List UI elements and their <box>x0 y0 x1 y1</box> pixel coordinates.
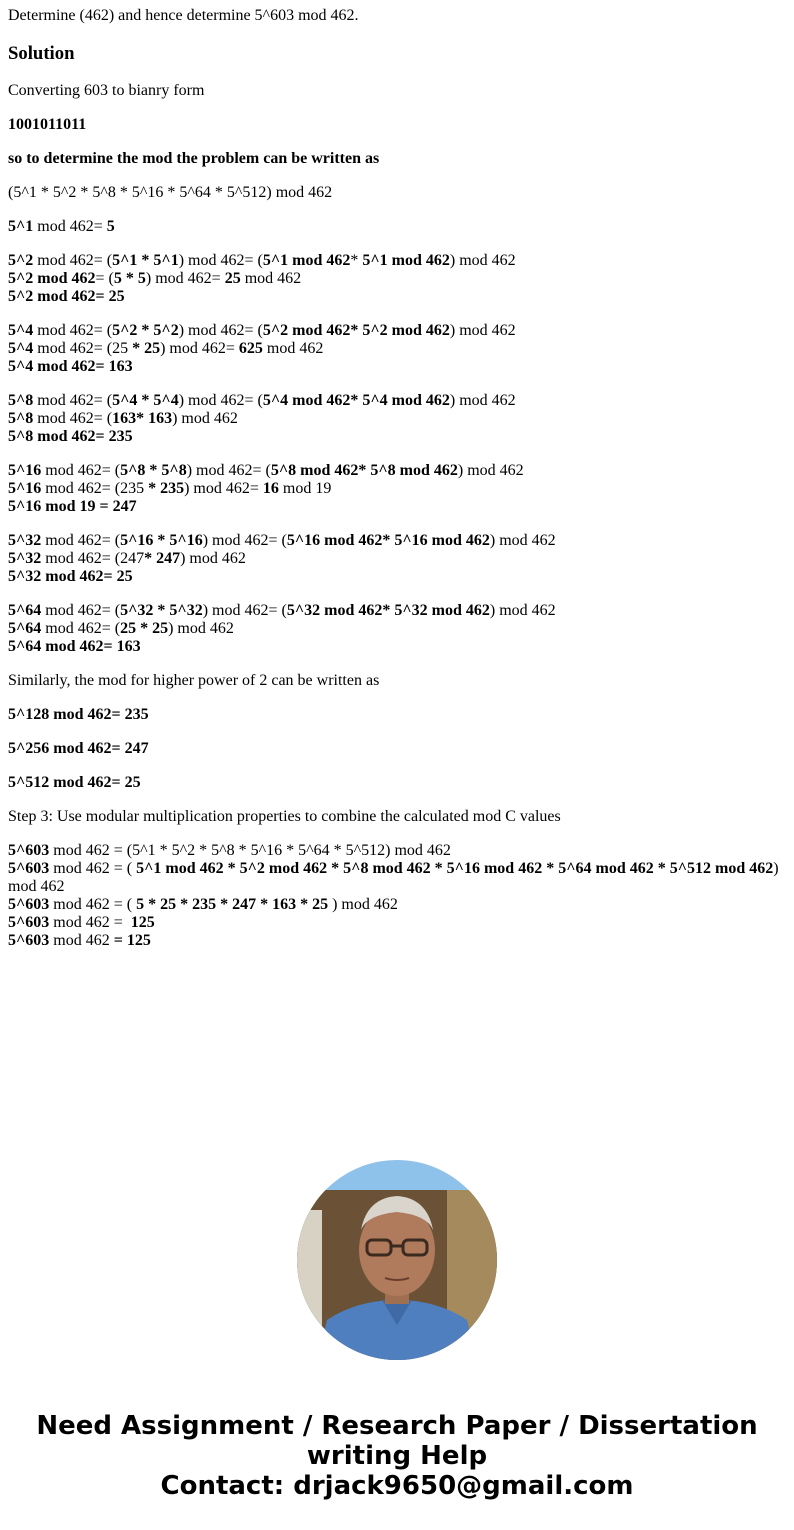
term: 5^32 <box>8 550 42 567</box>
term: 25 <box>224 270 241 287</box>
question-text: Determine (462) and hence determine 5^603 mod 462. <box>8 7 359 24</box>
block-5-32-line1 <box>8 532 556 549</box>
similarly-text: Similarly, the mod for higher power of 2 can be written as <box>8 672 380 689</box>
term: 5^8 mod 462* 5^8 mod 462 <box>270 462 458 479</box>
term: 5^16 <box>8 462 42 479</box>
final-line4 <box>8 914 155 931</box>
text: mod 462 <box>49 932 114 949</box>
power-512-text: 5^512 mod 462= 25 <box>8 774 141 791</box>
term: 5^603 <box>8 914 50 931</box>
problem-statement-text: so to determine the mod the problem can be written as <box>8 150 380 167</box>
step3-text: Step 3: Use modular multiplication properties to combine the calculated mod C values <box>8 808 561 825</box>
term: 5^2 mod 462 <box>8 270 96 287</box>
step-5-1-term: 5^1 <box>8 218 34 235</box>
text: ) mod 462= ( <box>202 532 287 549</box>
term: 5^603 <box>8 896 50 913</box>
text: ) mod 462= ( <box>202 602 287 619</box>
text: ) mod 462 <box>172 410 238 427</box>
text: ) mod 462= <box>160 340 239 357</box>
binary-form <box>8 116 786 134</box>
text: = ( <box>95 270 114 287</box>
term: 5^8 * 5^8 <box>120 462 187 479</box>
power-512 <box>8 774 786 792</box>
text: ) mod 462= ( <box>178 252 263 269</box>
term: 5 * 5 <box>113 270 146 287</box>
solution-heading: Solution <box>8 43 75 64</box>
block-5-2 <box>8 252 786 306</box>
text: mod 462 <box>262 340 324 357</box>
text: mod 462= ( <box>33 322 113 339</box>
term: 5^8 <box>8 392 34 409</box>
final-line5 <box>8 932 151 949</box>
text: ) mod 462= ( <box>186 462 271 479</box>
term: 5^32 mod 462* 5^32 mod 462 <box>286 602 490 619</box>
block-5-32 <box>8 532 786 586</box>
text: ) mod 462 <box>449 392 516 409</box>
term: 5^16 <box>8 480 42 497</box>
text: mod 462= (25 <box>33 340 133 357</box>
power-256 <box>8 740 786 758</box>
term: 5^4 mod 462* 5^4 mod 462 <box>262 392 450 409</box>
step-5-1-mid: mod 462= <box>33 218 107 235</box>
term: 5^16 mod 462* 5^16 mod 462 <box>286 532 490 549</box>
text: ) mod 462 <box>449 252 516 269</box>
block-5-4 <box>8 322 786 376</box>
text: mod 462= (247 <box>41 550 145 567</box>
problem-statement <box>8 150 786 168</box>
block-5-16-line2 <box>8 480 331 497</box>
term: 5^1 mod 462 * 5^2 mod 462 * 5^8 mod 462 * 5^16 mod 462 * 5^64 mod 462 * 5^512 mod 462 <box>136 860 774 877</box>
term: 5^4 <box>8 340 34 357</box>
text: ) mod 462 <box>180 550 246 567</box>
text: mod 462= ( <box>33 392 113 409</box>
step-5-1 <box>8 218 786 236</box>
binary-value: 1001011011 <box>8 116 87 133</box>
text: ) mod 462= ( <box>178 322 263 339</box>
term: = 125 <box>113 932 151 949</box>
power-128 <box>8 706 786 724</box>
footer-banner <box>0 1411 794 1501</box>
term: 5 * 25 * 235 * 247 * 163 * 25 <box>136 896 329 913</box>
block-5-2-line2 <box>8 270 301 287</box>
term: 5^32 <box>8 532 42 549</box>
text: ) mod 462 <box>328 896 398 913</box>
text: ) mod 462= <box>184 480 263 497</box>
term: 5^16 * 5^16 <box>120 532 203 549</box>
term: 5^1 mod 462 <box>262 252 351 269</box>
window-frame <box>297 1210 322 1330</box>
text: mod 462= ( <box>33 410 113 427</box>
text: * <box>350 252 363 269</box>
text: mod 462 = ( <box>49 896 137 913</box>
term: 5^64 <box>8 620 42 637</box>
block-5-64 <box>8 602 786 656</box>
step-5-1-result: 5 <box>106 218 115 235</box>
term: 5^603 <box>8 932 50 949</box>
block-5-64-line2 <box>8 620 234 637</box>
text: mod 462 = <box>49 914 131 931</box>
block-5-16 <box>8 462 786 516</box>
text: mod 462= ( <box>33 252 113 269</box>
text: mod 462= ( <box>41 462 121 479</box>
term: 25 * 25 <box>120 620 169 637</box>
block-5-32-result: 5^32 mod 462= 25 <box>8 568 133 585</box>
text: ) mod 462 <box>449 322 516 339</box>
term: 5^4 <box>8 322 34 339</box>
block-5-8-line1 <box>8 392 516 409</box>
block-5-8-line2 <box>8 410 238 427</box>
text: mod 462 = (5^1 * 5^2 * 5^8 * 5^16 * 5^64 * 5^512) mod 462 <box>49 842 451 859</box>
expression: (5^1 * 5^2 * 5^8 * 5^16 * 5^64 * 5^512) mod 462 <box>8 184 333 201</box>
term: 5^1 * 5^1 <box>112 252 179 269</box>
text: ) mod 462 <box>168 620 234 637</box>
term: 5^603 <box>8 860 50 877</box>
block-5-64-result: 5^64 mod 462= 163 <box>8 638 141 655</box>
term: 5^2 <box>8 252 34 269</box>
block-5-2-line1 <box>8 252 516 269</box>
term: 5^603 <box>8 842 50 859</box>
term: 5^2 * 5^2 <box>112 322 179 339</box>
text: mod 19 <box>278 480 332 497</box>
term: * 247 <box>144 550 181 567</box>
power-128-text: 5^128 mod 462= 235 <box>8 706 149 723</box>
block-5-16-line1 <box>8 462 524 479</box>
block-5-8 <box>8 392 786 446</box>
converting-text: Converting 603 to bianry form <box>8 82 205 99</box>
block-5-8-result: 5^8 mod 462= 235 <box>8 428 133 445</box>
final-line1 <box>8 842 451 859</box>
text: ) mod 462= <box>145 270 225 287</box>
term: 5^2 mod 462* 5^2 mod 462 <box>262 322 450 339</box>
text: mod 462= (235 <box>41 480 149 497</box>
text: ) mod 462 <box>8 860 779 895</box>
block-5-64-line1 <box>8 602 556 619</box>
text: mod 462= ( <box>41 602 121 619</box>
text: ) mod 462 <box>457 462 524 479</box>
term: * 235 <box>148 480 185 497</box>
term: * 25 <box>132 340 161 357</box>
term: 625 <box>238 340 263 357</box>
author-portrait <box>297 1160 497 1360</box>
block-5-4-result: 5^4 mod 462= 163 <box>8 358 133 375</box>
term: 163* 163 <box>112 410 173 427</box>
final-line2 <box>8 860 779 895</box>
author-photo <box>297 1160 497 1360</box>
block-5-2-result: 5^2 mod 462= 25 <box>8 288 125 305</box>
text: ) mod 462 <box>489 532 556 549</box>
final-block <box>8 842 786 950</box>
text: mod 462= ( <box>41 532 121 549</box>
block-5-32-line2 <box>8 550 246 567</box>
power-256-text: 5^256 mod 462= 247 <box>8 740 149 757</box>
final-line3 <box>8 896 398 913</box>
block-5-16-result: 5^16 mod 19 = 247 <box>8 498 137 515</box>
text: mod 462 <box>240 270 302 287</box>
text: mod 462= ( <box>41 620 121 637</box>
footer-line2: writing Help <box>306 1441 488 1471</box>
term: 5^32 * 5^32 <box>120 602 203 619</box>
footer-contact: Contact: drjack9650@gmail.com <box>160 1471 634 1501</box>
document-body <box>0 7 794 950</box>
term: 125 <box>130 914 155 931</box>
term: 5^1 mod 462 <box>362 252 450 269</box>
text: ) mod 462= ( <box>178 392 263 409</box>
block-5-4-line2 <box>8 340 323 357</box>
term: 16 <box>262 480 279 497</box>
term: 5^8 <box>8 410 34 427</box>
text: ) mod 462 <box>489 602 556 619</box>
footer-line1: Need Assignment / Research Paper / Dissertation <box>36 1411 758 1441</box>
block-5-4-line1 <box>8 322 516 339</box>
term: 5^64 <box>8 602 42 619</box>
text: mod 462 = ( <box>49 860 137 877</box>
term: 5^4 * 5^4 <box>112 392 179 409</box>
